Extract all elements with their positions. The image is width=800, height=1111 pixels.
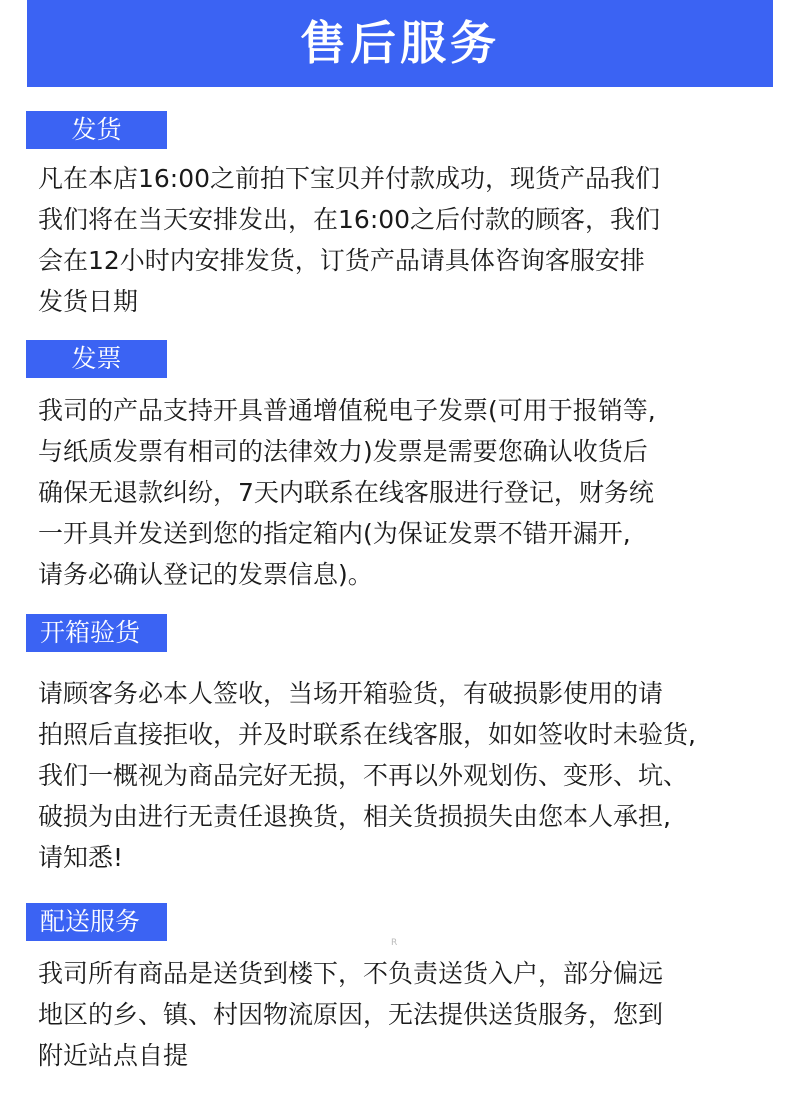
section-body-unboxing [38,673,800,878]
section-body-shipping [38,158,800,322]
text-line: 确保无退款纠纷，7天内联系在线客服进行登记，财务统 [38,478,654,507]
text-line: 凡在本店16:00之前拍下宝贝并付款成功，现货产品我们 [38,164,661,193]
text-line: 请顾客务必本人签收，当场开箱验货，有破损影使用的请 [38,679,664,708]
text-line: 地区的乡、镇、村因物流原因，无法提供送货服务，您到 [38,1000,664,1029]
watermark-mark: R [391,938,398,948]
text-line: 与纸质发票有相司的法律效力)发票是需要您确认收货后 [38,437,648,466]
section-heading-delivery: 配送服务 [26,903,167,941]
section-heading-shipping: 发货 [26,111,167,149]
text-line: 一开具并发送到您的指定箱内(为保证发票不错开漏开, [38,519,631,548]
text-line: 附近站点自提 [38,1041,189,1070]
section-heading-unboxing: 开箱验货 [26,614,167,652]
text-line: 我司所有商品是送货到楼下，不负责送货入户，部分偏远 [38,959,664,988]
text-line: 我们将在当天安排发出，在16:00之后付款的顾客，我们 [38,205,661,234]
text-line: 请务必确认登记的发票信息)。 [38,560,373,589]
text-line: 拍照后直接拒收，并及时联系在线客服，如如签收时未验货, [38,720,696,749]
text-line: 我司的产品支持开具普通增值税电子发票(可用于报销等, [38,396,656,425]
section-heading-invoice: 发票 [26,340,167,378]
text-line: 我们一概视为商品完好无损，不再以外观划伤、变形、坑、 [38,761,689,790]
text-line: 请知悉! [38,843,124,872]
text-line: 会在12小时内安排发货，订货产品请具体咨询客服安排 [38,246,645,275]
section-body-invoice [38,390,800,595]
text-line: 破损为由进行无责任退换货，相关货损损失由您本人承担, [38,802,671,831]
text-line: 发货日期 [38,287,139,316]
section-body-delivery [38,953,800,1076]
page-title-banner: 售后服务 [27,0,773,87]
